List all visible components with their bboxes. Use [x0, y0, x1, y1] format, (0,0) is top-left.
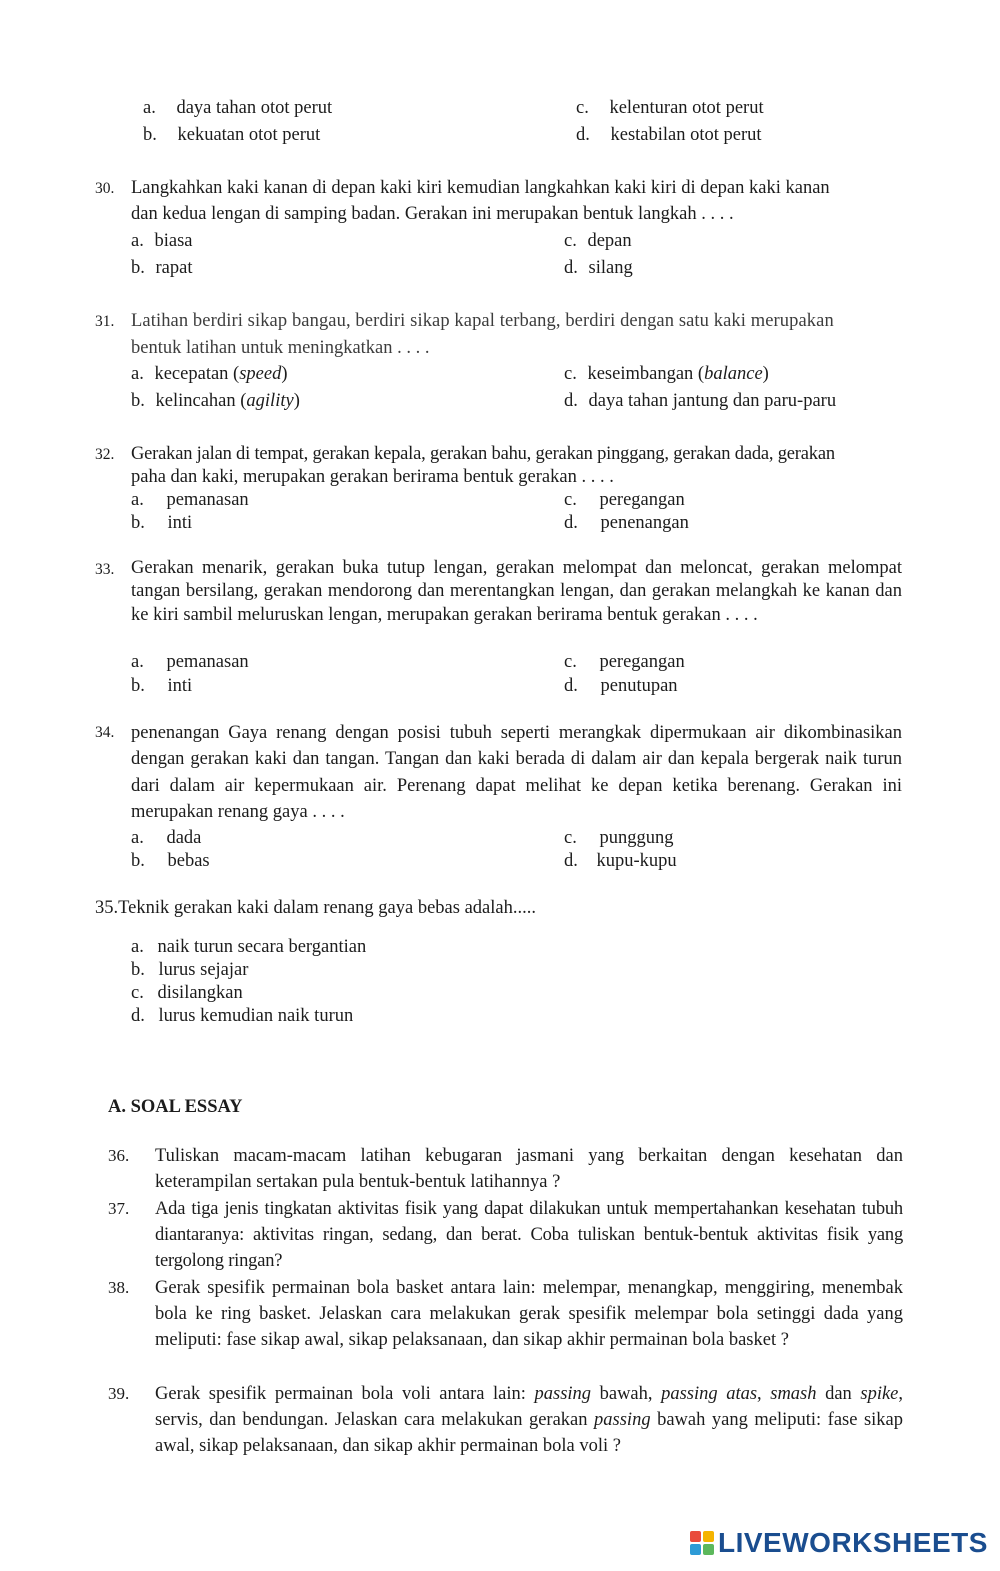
- essay-section-title: A. SOAL ESSAY: [108, 1097, 243, 1117]
- q32-option-c[interactable]: [564, 488, 685, 512]
- option-letter: a.: [131, 364, 144, 384]
- option-letter: a.: [131, 490, 144, 510]
- q31-option-c[interactable]: [564, 362, 769, 386]
- q30-option-b[interactable]: [131, 256, 192, 280]
- q34-number: 34.: [95, 724, 115, 741]
- logo-square: [703, 1544, 714, 1555]
- q39-text-part: bawah,: [591, 1384, 662, 1404]
- q31-number: 31.: [95, 313, 115, 330]
- q39-term: passing: [594, 1410, 651, 1430]
- option-term: speed: [239, 364, 282, 384]
- option-text: pemanasan: [166, 652, 249, 672]
- option-text: kelenturan otot perut: [609, 98, 764, 118]
- q39-number: 39.: [108, 1384, 130, 1403]
- q31-option-b[interactable]: [131, 389, 300, 413]
- q33-option-c[interactable]: [564, 650, 685, 674]
- q30-line-1: Langkahkan kaki kanan di depan kaki kiri kemudian langkahkan kaki kiri di depan kaki kanan: [131, 178, 830, 198]
- option-text: dada: [166, 828, 202, 848]
- option-letter: d.: [564, 676, 578, 696]
- option-text: punggung: [599, 828, 674, 848]
- option-letter: c.: [564, 364, 577, 384]
- option-text: keseimbangan (: [587, 364, 705, 384]
- option-text: naik turun secara bergantian: [157, 937, 367, 957]
- option-text: peregangan: [599, 652, 685, 672]
- q35-text: 35.Teknik gerakan kaki dalam renang gaya bebas adalah.....: [95, 898, 536, 918]
- option-text: rapat: [155, 258, 193, 278]
- option-letter: c.: [564, 490, 577, 510]
- q30-option-d[interactable]: [564, 256, 633, 280]
- option-letter: a.: [131, 828, 144, 848]
- q35-option-d[interactable]: [131, 1004, 353, 1028]
- q30-option-c[interactable]: [564, 229, 632, 253]
- option-letter: d.: [564, 851, 578, 871]
- q34-option-b[interactable]: [131, 849, 210, 873]
- q38-text: Gerak spesifik permainan bola basket antara lain: melempar, menangkap, menggiring, menembak bola ke ring basket. Jelaskan cara melakukan gerak spesifik melempar bola setinggi dada yang meliputi: fase sikap awal, sikap pelaksanaan, dan sikap akhir permainan bola basket ?: [155, 1278, 903, 1350]
- option-letter: b.: [131, 258, 145, 278]
- q32-line-1: Gerakan jalan di tempat, gerakan kepala, gerakan bahu, gerakan pinggang, gerakan dada, gerakan: [131, 444, 835, 464]
- q31-option-d[interactable]: [564, 389, 836, 413]
- option-text: kupu-kupu: [596, 851, 677, 871]
- q39-term: passing: [534, 1384, 592, 1404]
- q37-number: 37.: [108, 1199, 130, 1218]
- q32-option-d[interactable]: [564, 511, 689, 535]
- option-text: lurus sejajar: [158, 960, 249, 980]
- q32-line-2: paha dan kaki, merupakan gerakan berirama bentuk gerakan . . . .: [131, 467, 614, 487]
- option-text-end: ): [762, 364, 769, 384]
- q31-option-a[interactable]: [131, 362, 288, 386]
- option-text-end: ): [293, 391, 300, 411]
- q34-text: penenangan Gaya renang dengan posisi tubuh seperti merangkak dipermukaan air dikombinasikan dengan gerakan kaki dan tangan. Tangan dan kaki berada di dalam air dan kepala bergerak naik turun dari dalam air kepermukaan air. Perenang dapat melihat ke depan ketika berenang. Gerakan ini merupakan renang gaya . . . .: [131, 723, 902, 822]
- option-letter: a.: [131, 652, 144, 672]
- q35-option-c[interactable]: [131, 981, 243, 1005]
- q33-text: Gerakan menarik, gerakan buka tutup lengan, gerakan melompat dan meloncat, gerakan melompat tangan bersilang, gerakan mendorong dan merentangkan lengan, dan gerakan melangkah ke kanan dan ke kiri sambil meluruskan lengan, merupakan gerakan berirama bentuk gerakan . . . .: [131, 558, 902, 625]
- q39-text-part: , servis, dan bendungan. Jelaskan cara melakukan gerakan: [155, 1384, 904, 1430]
- option-letter: a.: [131, 231, 144, 251]
- option-text: penenangan: [600, 513, 689, 533]
- q29-option-d[interactable]: [576, 123, 762, 147]
- q33-option-a[interactable]: [131, 650, 249, 674]
- q32-option-b[interactable]: [131, 511, 192, 535]
- q33-number: 33.: [95, 561, 115, 578]
- logo-square: [690, 1531, 701, 1542]
- liveworksheets-brand[interactable]: [690, 1527, 988, 1559]
- q29-option-c[interactable]: [576, 96, 764, 120]
- option-text: kecepatan (: [154, 364, 240, 384]
- brand-text: LIVEWORKSHEETS: [718, 1527, 988, 1558]
- q36-text: Tuliskan macam-macam latihan kebugaran jasmani yang berkaitan dengan kesehatan dan keterampilan sertakan pula bentuk-bentuk latihannya ?: [155, 1146, 903, 1192]
- option-text: bebas: [167, 851, 210, 871]
- option-text: kestabilan otot perut: [610, 125, 762, 145]
- q34-option-c[interactable]: [564, 826, 673, 850]
- q30-line-2: dan kedua lengan di samping badan. Gerakan ini merupakan bentuk langkah . . . .: [131, 204, 734, 224]
- q38-number: 38.: [108, 1278, 130, 1297]
- q39-text-part: Gerak spesifik permainan bola voli antara lain:: [155, 1384, 535, 1404]
- q39-text-part: dan: [816, 1384, 861, 1404]
- option-text: daya tahan otot perut: [176, 98, 333, 118]
- option-text: depan: [587, 231, 632, 251]
- q39-term: spike: [860, 1384, 899, 1404]
- liveworksheets-logo-icon: [690, 1531, 714, 1555]
- q30-option-a[interactable]: [131, 229, 192, 253]
- option-letter: b.: [143, 125, 157, 145]
- q29-option-b[interactable]: [143, 123, 320, 147]
- option-letter: c.: [131, 983, 144, 1003]
- option-letter: c.: [564, 231, 577, 251]
- option-text: inti: [167, 676, 193, 696]
- logo-square: [703, 1531, 714, 1542]
- option-letter: c.: [576, 98, 589, 118]
- q29-option-a[interactable]: [143, 96, 332, 120]
- q35-option-b[interactable]: [131, 958, 248, 982]
- option-letter: d.: [564, 391, 578, 411]
- option-letter: b.: [131, 960, 145, 980]
- option-letter: a.: [131, 937, 144, 957]
- option-letter: c.: [564, 828, 577, 848]
- q35-option-a[interactable]: [131, 935, 366, 959]
- option-text: lurus kemudian naik turun: [158, 1006, 354, 1026]
- option-letter: d.: [564, 258, 578, 278]
- option-text: disilangkan: [157, 983, 243, 1003]
- q39-text: [155, 1381, 903, 1459]
- option-text: kekuatan otot perut: [177, 125, 321, 145]
- option-letter: d.: [131, 1006, 145, 1026]
- option-letter: d.: [564, 513, 578, 533]
- option-letter: d.: [576, 125, 590, 145]
- q30-number: 30.: [95, 180, 115, 197]
- q32-option-a[interactable]: [131, 488, 249, 512]
- option-text: penutupan: [600, 676, 678, 696]
- option-term: balance: [704, 364, 763, 384]
- q39-text-part: ,: [757, 1384, 771, 1404]
- option-text-end: ): [281, 364, 288, 384]
- option-text: inti: [167, 513, 193, 533]
- option-text: pemanasan: [166, 490, 249, 510]
- option-term: agility: [246, 391, 294, 411]
- q33-option-d[interactable]: [564, 674, 678, 698]
- q36-number: 36.: [108, 1146, 130, 1165]
- q37-text: Ada tiga jenis tingkatan aktivitas fisik yang dapat dilakukan untuk mempertahankan kesehatan tubuh diantaranya: aktivitas ringan, sedang, dan berat. Coba tuliskan bentuk-bentuk aktivitas fisik yang tergolong ringan?: [155, 1199, 903, 1271]
- option-text: biasa: [154, 231, 193, 251]
- q31-line-2: bentuk latihan untuk meningkatkan . . . .: [131, 338, 430, 358]
- logo-square: [690, 1544, 701, 1555]
- option-text: silang: [588, 258, 633, 278]
- option-letter: b.: [131, 851, 145, 871]
- option-letter: b.: [131, 391, 145, 411]
- q31-line-1: Latihan berdiri sikap bangau, berdiri sikap kapal terbang, berdiri dengan satu kaki merupakan: [131, 311, 834, 331]
- option-text: daya tahan jantung dan paru-paru: [588, 391, 837, 411]
- option-letter: a.: [143, 98, 156, 118]
- q34-option-d[interactable]: [564, 849, 677, 873]
- q34-option-a[interactable]: [131, 826, 201, 850]
- option-text: peregangan: [599, 490, 685, 510]
- option-letter: b.: [131, 676, 145, 696]
- option-letter: c.: [564, 652, 577, 672]
- q39-term: passing atas: [661, 1384, 758, 1404]
- q33-option-b[interactable]: [131, 674, 192, 698]
- option-text: kelincahan (: [155, 391, 247, 411]
- q32-number: 32.: [95, 446, 115, 463]
- option-letter: b.: [131, 513, 145, 533]
- q39-text-part: bawah yang meliputi: fase sikap awal, sikap pelaksanaan, dan sikap akhir permainan bola voli ?: [155, 1410, 903, 1456]
- q39-term: smash: [770, 1384, 817, 1404]
